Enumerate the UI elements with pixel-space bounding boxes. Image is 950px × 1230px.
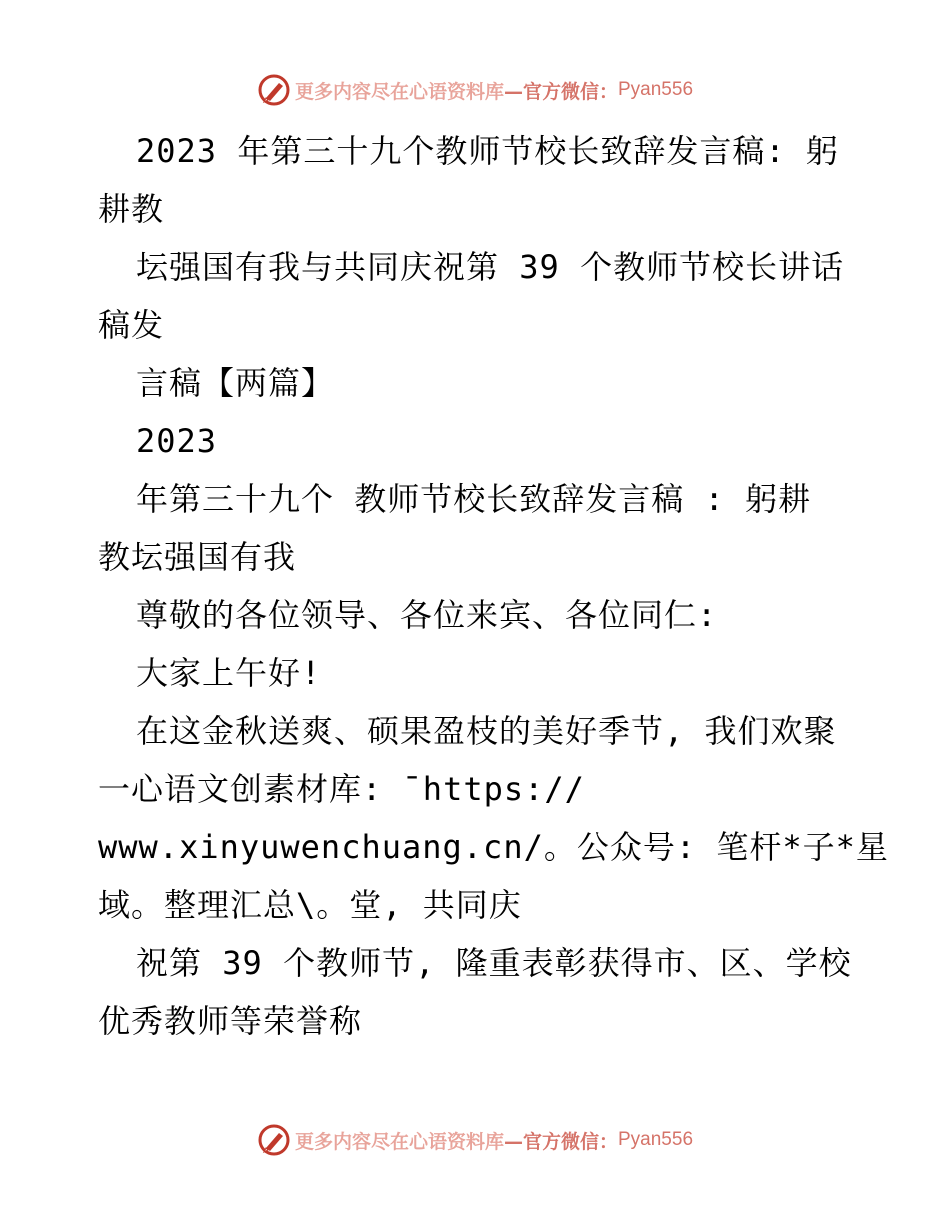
banner-wechat-id: Pyan556 [618, 79, 694, 100]
footer-banner [0, 1120, 950, 1160]
doc-line: 年第三十九个 教师节校长致辞发言稿 : 躬耕 [136, 480, 812, 518]
banner-dash-text: —官方微信： [503, 1130, 618, 1153]
banner-main-text: 更多内容尽在心语资料库 [294, 80, 504, 103]
document-body [98, 122, 889, 1050]
doc-line: 优秀教师等荣誉称 [98, 1002, 363, 1040]
doc-line: www.xinyuwenchuang.cn/。公众号: 笔杆*子*星 [98, 828, 889, 866]
doc-line: 尊敬的各位领导、各位来宾、各位同仁: [136, 596, 718, 634]
doc-line: 祝第 39 个教师节, 隆重表彰获得市、区、学校 [136, 944, 852, 982]
doc-line: 在这金秋送爽、硕果盈枝的美好季节, 我们欢聚 [136, 712, 837, 750]
banner-wechat-id: Pyan556 [618, 1129, 694, 1150]
banner-dash-text: —官方微信： [503, 80, 618, 103]
doc-line: 一心语文创素材库: ¯https:// [98, 770, 585, 808]
pen-logo-icon [257, 73, 291, 107]
doc-line: 坛强国有我与共同庆祝第 39 个教师节校长讲话 [136, 248, 845, 286]
pen-logo-icon [257, 1123, 291, 1157]
banner-main-text: 更多内容尽在心语资料库 [294, 1130, 504, 1153]
doc-line: 域。整理汇总\。堂, 共同庆 [98, 886, 522, 924]
doc-line: 稿发 [98, 306, 165, 344]
doc-line: 言稿【两篇】 [136, 364, 335, 402]
doc-line: 教坛强国有我 [98, 538, 297, 576]
doc-line: 2023 [136, 422, 218, 460]
doc-line: 2023 年第三十九个教师节校长致辞发言稿: 躬 [136, 132, 839, 170]
doc-line: 大家上午好! [136, 654, 322, 692]
header-banner [0, 70, 950, 110]
doc-line: 耕教 [98, 190, 165, 228]
